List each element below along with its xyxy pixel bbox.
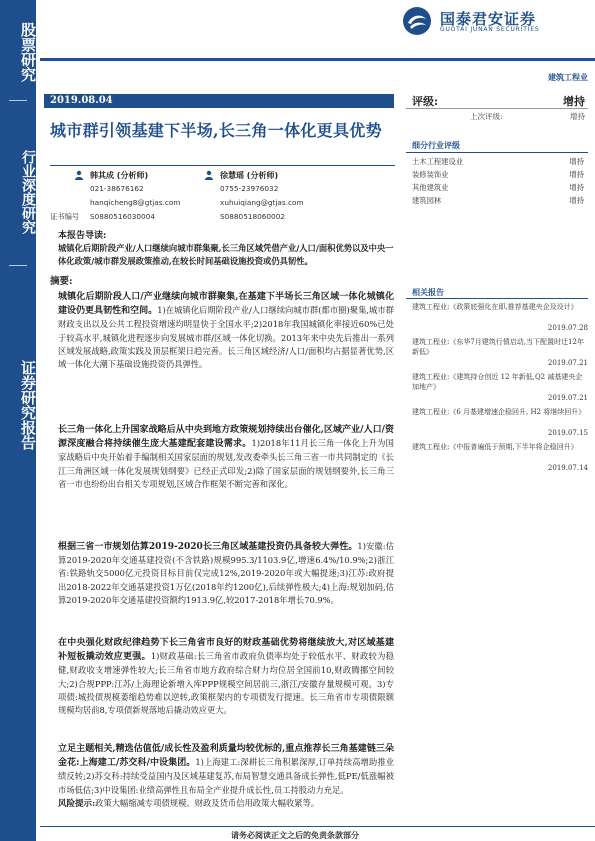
related-report-link[interactable]: 建筑工程业:《中报普遍低于预期,下半年将企稳回升》 [412,443,578,451]
sector-label: 建筑工程业 [548,72,588,82]
related-reports-title: 相关报告 [412,287,444,297]
sub-industry-rating: 增持 [569,157,584,166]
related-report-link[interactable]: 建筑工程业:《6 月基建增速企稳回升, H2 将继续回升》 [412,408,586,416]
related-report-date: 2019.07.14 [547,464,588,472]
sub-industry-name: 装修装饰业 [412,170,449,179]
related-report-date: 2019.07.15 [547,429,588,437]
left-sidebar [0,0,36,841]
sub-industry-row [412,170,588,183]
author-name: 韩其成 (分析师) [90,171,149,180]
previous-rating-label: 上次评级: [470,112,503,121]
authors-divider [50,165,395,166]
paragraph-body: 1)安徽:估算2019-2020年交通基建投资(不含铁路)规模995.3/1103.9亿,增速6.4%/10.9%;2)浙江省:铁路轨交5000亿元投资目标目前仅完成12%,2019-2020年或大幅提速;3)江苏:政府提出2018-2022年交通基建投资1万亿(2018年约1200亿),后续弹性极大;4)上海:规划加码,估算2019-2020年交通基建投资额约1913.9亿,较2017-2018年增长70.9%。 [58,541,394,605]
paragraph-lead: 长三角一体化上升国家战略后从中央到地方政策规划持续出台催化,区域产业/人口/资源深度融合将持续催生庞大基建配套建设需求。 [58,425,394,450]
sub-industry-row [412,183,588,196]
brand-name-en: GUOTAI JUNAN SECURITIES [440,26,540,33]
sidebar-divider [9,265,27,266]
sub-industry-name: 建筑园林 [412,196,442,205]
previous-rating-value: 增持 [570,112,585,121]
sidebar-divider [9,100,27,101]
author-email[interactable]: hanqicheng8@gtjas.com [90,198,181,207]
paragraph-lead: 在中央强化财政纪律趋势下长三角省市良好的财政基础优势将继续放大,对区域基建补短板撬动效应更强。 [58,638,394,663]
abstract-paragraph [58,540,394,607]
related-report-date: 2019.07.28 [547,324,588,332]
related-report-date: 2019.07.21 [547,394,588,402]
guide-body: 城镇化后期阶段产业/人口继续向城市群集聚,长三角区域凭借产业/人口/面积优势以及中央一体化政策/城市群发展政策推动,在较长时间基础设施投资或仍具韧性。 [58,243,394,266]
paragraph-body: 政策大幅缩减专项债规模、财政及货币信用政策大幅收紧等。 [95,798,320,808]
author-name: 徐慧瑶 (分析师) [220,171,279,180]
analyst-icon [204,170,214,180]
abstract-paragraph [58,742,394,797]
abstract-paragraph [58,636,394,717]
guide-title: 本报告导读: [58,231,107,241]
analyst-icon [74,170,84,180]
author-email[interactable]: xuhuiqiang@gtjas.com [220,198,304,207]
sub-industry-row [412,196,588,209]
cert-label: 证书编号 [50,212,80,221]
paragraph-lead: 根据三省一市规划估算2019-2020长三角区域基建投资仍具备较大弹性。 [58,542,358,552]
sub-industry-name: 土木工程建设业 [412,157,464,166]
disclaimer-notice: 请务必阅读正文之后的免责条款部分 [231,830,359,840]
paragraph-lead: 立足主题相关,精选估值低/成长性及盈利质量均较优标的,重点推荐长三角基建链三朵金花:上海建工/苏交科/中设集团。 [58,744,394,769]
related-report-link[interactable]: 建筑工程业:《政策底强化在即,推荐基建央企及设计》 [412,303,578,311]
sub-industry-rating: 增持 [569,183,584,192]
sidebar-label-stock-research: 股票研究 [19,22,37,82]
related-report-link[interactable]: 建筑工程业:《建筑持仓创近 12 年新低,Q2 减基建央企加地产》 [412,373,583,391]
abstract-paragraph [58,423,394,491]
author-cert: S0880518060002 [220,212,285,221]
brand-name: 国泰君安证券 [440,10,537,28]
footer-divider [40,826,595,827]
sidebar-label-securities-report: 证券研究报告 [19,360,37,450]
paragraph-body: 1)2018年11月长三角一体化上升为国家战略后中央开始着手编制相关国家层面的规划,发改委牵头长三角三省一市共同制定的《长江三角洲区域一体化发展规划纲要》已经正式印发;2)除了国家层面的规划纲要外,长三角三省一市也纷纷出台相关专项规划,区域合作框架不断完善和深化。 [58,438,394,489]
paragraph-body: 1)在城镇化后期阶段产业/人口继续向城市群(都市圈)聚集,城市群财政支出以及公共工程投资增速均明显快于全国水平;2)2018年我国城镇化率接近60%已处于较高水平,城镇化进程逐步向发展城市群/区域一体化切换。2013年来中央先后推出一系列区域发展战略,政策实践及顶层框架日趋完善。长三角区域经济/人口/面积均占据显著优势,区域一体化大潮下基础设施投资仍具弹性。 [58,305,394,370]
brand-logo-icon [402,6,432,36]
abstract-title: 摘要: [50,276,73,287]
sub-industry-name: 其他建筑业 [412,183,449,192]
rating-value: 增持 [563,95,585,108]
sub-industry-row [412,157,588,170]
sub-industry-rating: 增持 [569,196,584,205]
author-phone: 0755-23976032 [220,184,279,193]
report-date: 2019.08.04 [50,95,113,106]
paragraph-lead: 城镇化后期阶段人口/产业继续向城市群聚集,在基建下半场长三角区域一体化城镇化建设仍更具韧性和空间。 [58,292,394,317]
sidebar-label-industry-research: 行业深度研究 [20,150,36,234]
paragraph-body: 1)财政基础:长三角省市政府负债率均处于较低水平、财政较为稳健,财政收支增速弹性较大;长三角省市地方政府综合财力均位居全国前10,财政腾挪空间较大;2)合规PPP:江苏/上海理论新增入库PPP规模空间居前三,浙江/安徽存量规模可观。3)专项债:城投债规模萎缩趋势难以逆转,政策框架内的专项债发行提速。长三角省市专项债限额规模均居前8,专项债新规落地后撬动效应更大。 [58,651,394,716]
related-report-link[interactable]: 建筑工程业:《东华7月建筑行情启动,当下配置时迁12年新低》 [412,338,584,356]
author-phone: 021-38676162 [90,184,144,193]
header-divider [40,58,595,61]
rating-divider [406,108,588,109]
author-cert: S0880516030004 [90,212,155,221]
related-reports-divider [406,298,588,299]
related-report-date: 2019.07.21 [547,359,588,367]
sub-industry-rating: 增持 [569,170,584,179]
paragraph-lead: 风险提示: [58,799,96,809]
rating-label: 评级: [412,95,439,108]
sub-industry-ratings-title: 细分行业评级 [412,140,460,150]
abstract-paragraph [58,290,394,371]
risk-warning [58,797,394,811]
paragraph-body: 1)上海建工:深耕长三角积累深厚,订单持续高增助推业绩反转;2)苏交科:持续受益国内及区域基建复苏,布局智慧交通具备成长弹性,低PE/低涨幅被市场低估;3)中设集团:业绩高弹性且布局全产业提升成长性,员工持股动力充足。 [58,757,395,795]
sub-industry-divider [406,152,588,153]
report-title: 城市群引领基建下半场,长三角一体化更具优势 [50,121,382,140]
